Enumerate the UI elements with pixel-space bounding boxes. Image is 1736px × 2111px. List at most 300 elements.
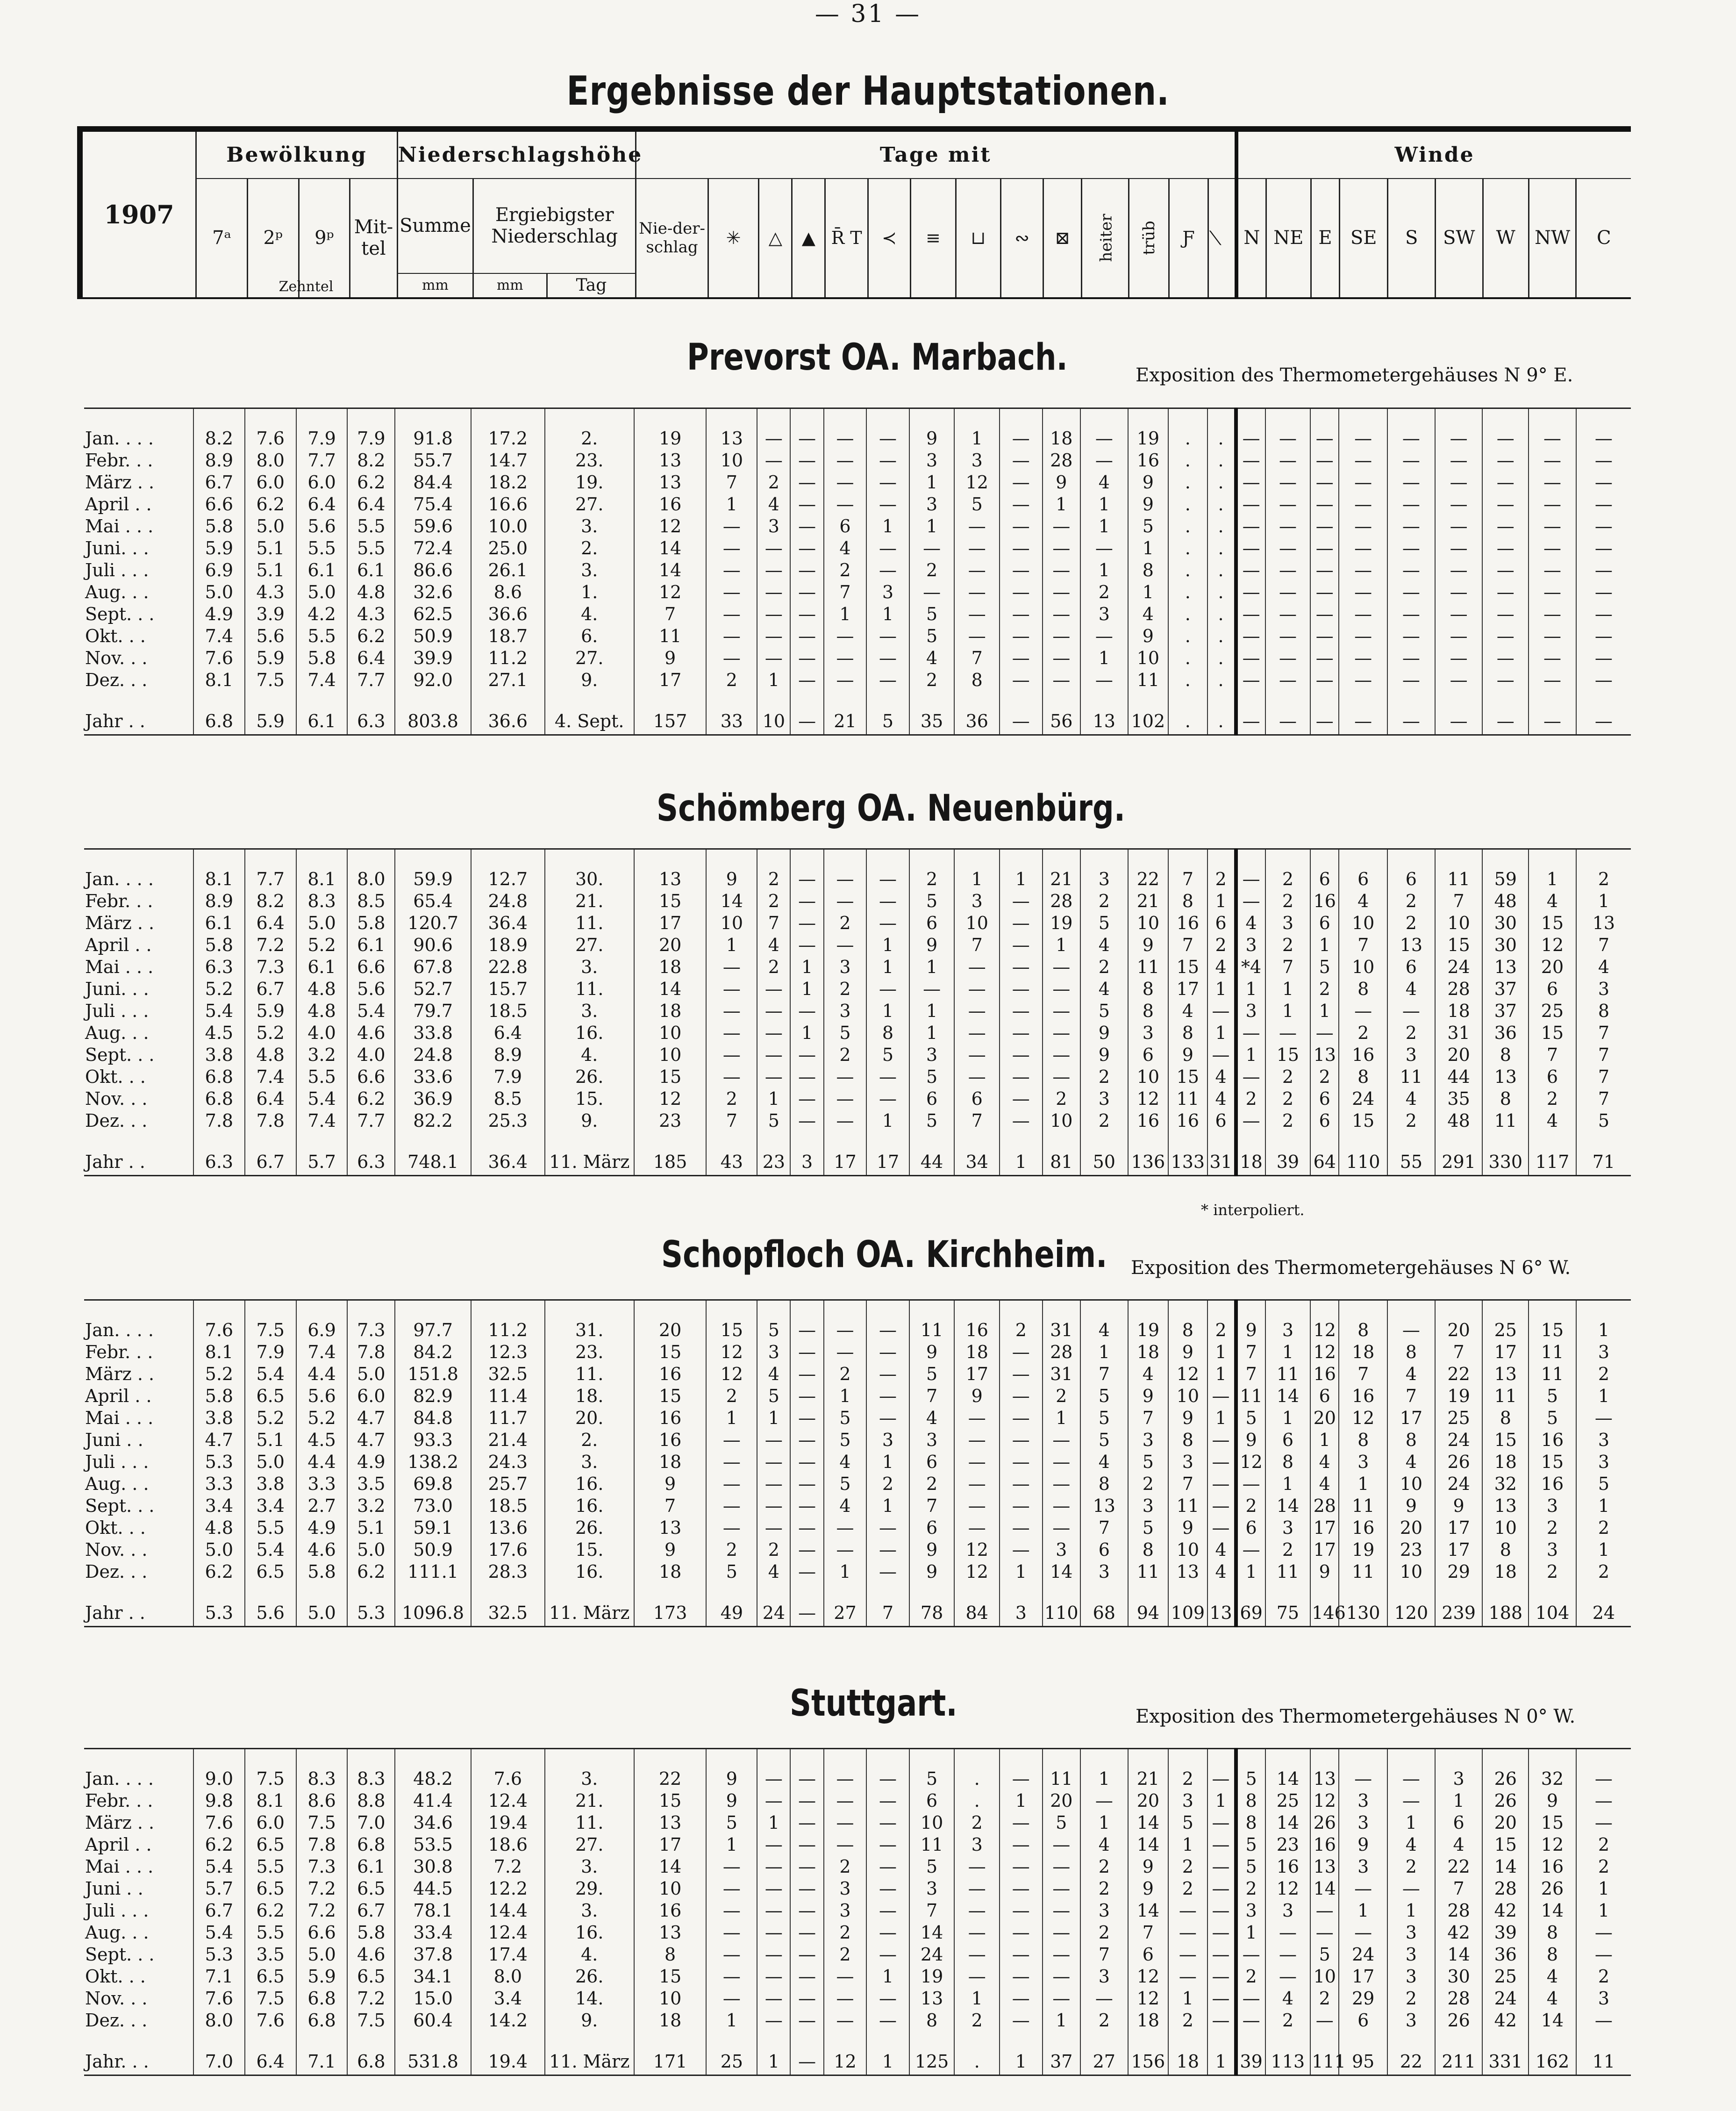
- cell-cloud-9p: 8.6: [296, 1790, 348, 1812]
- spacer-cell: [1576, 691, 1631, 708]
- cell-days-rime: —: [1000, 1363, 1043, 1385]
- cell-days-frost: —: [954, 956, 1000, 978]
- cell-cloud-7a: 5.4: [193, 1000, 245, 1022]
- cell-wind-w: 15: [1482, 1834, 1529, 1856]
- cell-cloud-mean: 4.6: [347, 1944, 395, 1966]
- cell-days-snow-cover: —: [1043, 1944, 1080, 1966]
- cell-wind-w: 8: [1482, 1407, 1529, 1429]
- cell-wind-n: 4: [1236, 912, 1265, 934]
- spacer-cell: [866, 1300, 909, 1320]
- cell-days-precip: 7: [634, 1495, 707, 1517]
- cell-days-snow: —: [706, 956, 757, 978]
- table-row: [84, 472, 1631, 494]
- cell-wind-ne: —: [1265, 647, 1311, 669]
- cell-days-frost: —: [954, 1473, 1000, 1495]
- cell-days-foehn: 16: [1168, 1110, 1207, 1132]
- cell-days-overcast: 1: [1128, 537, 1168, 559]
- cell-precip-max: 7.6: [471, 1768, 545, 1790]
- cell-wind-nw: 15: [1529, 912, 1576, 934]
- cell-days-hail: —: [790, 669, 823, 691]
- cell-cloud-7a: 8.2: [193, 428, 245, 450]
- spacer-cell: [1207, 2032, 1236, 2048]
- spacer-cell: [824, 1749, 867, 1768]
- cell-cloud-mean: 4.8: [347, 581, 395, 603]
- cell-days-hail: —: [790, 1988, 823, 2010]
- cell-precip-max-day: 15.: [545, 1539, 634, 1561]
- cell-cloud-9p: 3.3: [296, 1473, 348, 1495]
- spacer-cell: [395, 691, 471, 708]
- spacer-cell: [1080, 2032, 1128, 2048]
- cell-wind-nw: 5: [1529, 1407, 1576, 1429]
- cell-days-snow-cover: 56: [1043, 708, 1080, 735]
- cell-cloud-7a: 6.6: [193, 494, 245, 515]
- cell-cloud-7a: 9.8: [193, 1790, 245, 1812]
- cell-days-overcast: 20: [1128, 1790, 1168, 1812]
- cell-days-snow-cover: 28: [1043, 1341, 1080, 1363]
- cell-wind-se: 8: [1339, 1066, 1387, 1088]
- cell-days-precip: 9: [634, 1473, 707, 1495]
- cell-days-snow-cover: 9: [1043, 472, 1080, 494]
- spacer-cell: [1529, 1132, 1576, 1149]
- cell-days-fog: 2: [909, 559, 955, 581]
- cell-precip-sum: 33.6: [395, 1066, 471, 1088]
- cell-wind-e: 2: [1310, 1988, 1339, 2010]
- cell-days-snow-cover: —: [1043, 515, 1080, 537]
- cell-days-fog: 6: [909, 1088, 955, 1110]
- cell-wind-nw: 8: [1529, 1922, 1576, 1944]
- cell-days-foehn: 15: [1168, 1066, 1207, 1088]
- cell-precip-sum: 91.8: [395, 428, 471, 450]
- cell-cloud-9p: 5.0: [296, 581, 348, 603]
- cell-days-lightning: —: [866, 1385, 909, 1407]
- cell-days-snow-cover: —: [1043, 1495, 1080, 1517]
- spacer-cell: [1576, 1132, 1631, 1149]
- cell-days-snow: —: [706, 1878, 757, 1900]
- cell-days-foehn: .: [1168, 708, 1207, 735]
- cell-days-precip: 15: [634, 1341, 707, 1363]
- spacer-cell: [1529, 849, 1576, 869]
- cell-precip-max: 12.4: [471, 1790, 545, 1812]
- cell-wind-nw: 32: [1529, 1768, 1576, 1790]
- spacer-cell: [471, 849, 545, 869]
- cell-days-lightning: —: [866, 1944, 909, 1966]
- cell-cloud-9p: 4.0: [296, 1022, 348, 1044]
- cell-days-hail: —: [790, 1407, 823, 1429]
- clear-label: heiter: [1097, 214, 1116, 262]
- cell-wind-w: —: [1482, 559, 1529, 581]
- station-name: Schopfloch OA. Kirchheim.: [661, 1234, 1107, 1276]
- spacer-cell: [471, 408, 545, 428]
- cell-days-foehn: 4: [1168, 1000, 1207, 1022]
- cell-days-graupel: 5: [757, 1110, 790, 1132]
- cell-precip-max-day: 4. Sept.: [545, 708, 634, 735]
- cell-days-fog: 11: [909, 1834, 955, 1856]
- spacer-cell: [1043, 1749, 1080, 1768]
- cell-month: Juli . . .: [85, 560, 149, 580]
- cell-cloud-mean: 6.0: [347, 1385, 395, 1407]
- table-row: [84, 1900, 1631, 1922]
- cell-wind-ne: 75: [1265, 1600, 1311, 1627]
- cell-days-frost: —: [954, 1944, 1000, 1966]
- spacer-cell: [84, 1583, 193, 1600]
- cell-wind-w: 25: [1482, 1319, 1529, 1341]
- cell-days-snow-cover: 1: [1043, 934, 1080, 956]
- cell-days-snow: 1: [706, 1834, 757, 1856]
- cell-days-snow-cover: 3: [1043, 1539, 1080, 1561]
- cell-days-overcast: 12: [1128, 1966, 1168, 1988]
- spacer-cell: [347, 849, 395, 869]
- cell-cloud-7a: 5.8: [193, 1385, 245, 1407]
- cell-days-foehn: .: [1168, 428, 1207, 450]
- cell-days-fog: 24: [909, 1944, 955, 1966]
- spacer-cell: [193, 691, 245, 708]
- cell-wind-w: 331: [1482, 2048, 1529, 2075]
- cell-wind-ne: 11: [1265, 1363, 1311, 1385]
- spacer-row: [84, 1132, 1631, 1149]
- cell-precip-max: 32.5: [471, 1363, 545, 1385]
- cell-days-thunder: 4: [824, 1495, 867, 1517]
- cell-wind-sw: 28: [1435, 1900, 1483, 1922]
- cell-days-hail: —: [790, 603, 823, 625]
- table-row: [84, 1000, 1631, 1022]
- cell-wind-s: 10: [1387, 1473, 1435, 1495]
- cell-cloud-2p: 6.2: [245, 1900, 296, 1922]
- cell-days-frost: 7: [954, 934, 1000, 956]
- precip-day-header: Tag: [547, 273, 636, 298]
- cell-days-graupel: —: [757, 1473, 790, 1495]
- cell-wind-w: —: [1482, 625, 1529, 647]
- cell-wind-n: 3: [1236, 934, 1265, 956]
- cell-precip-max-day: 3.: [545, 1900, 634, 1922]
- cell-days-thunder: 2: [824, 1044, 867, 1066]
- cell-days-fog: 1: [909, 515, 955, 537]
- cell-days-overcast: 21: [1128, 1768, 1168, 1790]
- cell-wind-nw: 2: [1529, 1088, 1576, 1110]
- cell-cloud-9p: 5.5: [296, 625, 348, 647]
- cloud-col-mean: Mit-tel: [350, 179, 398, 298]
- spacer-cell: [1435, 849, 1483, 869]
- cell-cloud-mean: 6.4: [347, 494, 395, 515]
- cell-wind-se: 95: [1339, 2048, 1387, 2075]
- cell-days-precip: 10: [634, 1044, 707, 1066]
- cell-days-precip: 12: [634, 1088, 707, 1110]
- cell-wind-se: —: [1339, 450, 1387, 472]
- spacer-cell: [1387, 1583, 1435, 1600]
- table-row: [84, 515, 1631, 537]
- cell-days-fog: 7: [909, 1495, 955, 1517]
- cell-wind-ne: —: [1265, 669, 1311, 691]
- cell-wind-s: —: [1387, 1790, 1435, 1812]
- cell-precip-sum: 36.9: [395, 1088, 471, 1110]
- snow-cover-icon: ⊠: [1043, 179, 1081, 298]
- spacer-cell: [245, 849, 296, 869]
- cell-precip-max-day: 11.: [545, 912, 634, 934]
- cell-wind-nw: 11: [1529, 1341, 1576, 1363]
- cell-wind-e: 26: [1310, 1812, 1339, 1834]
- cell-wind-ne: 3: [1265, 1900, 1311, 1922]
- cell-cloud-7a: 8.1: [193, 868, 245, 890]
- cell-wind-n: 5: [1236, 1834, 1265, 1856]
- cell-days-graupel: —: [757, 603, 790, 625]
- cell-days-snow: —: [706, 625, 757, 647]
- cell-days-thunder: —: [824, 1834, 867, 1856]
- wind-col-calm: C: [1576, 179, 1631, 298]
- cell-wind-ne: —: [1265, 515, 1311, 537]
- cell-precip-max-day: 15.: [545, 1088, 634, 1110]
- cell-cloud-mean: 6.1: [347, 934, 395, 956]
- cell-wind-se: —: [1339, 559, 1387, 581]
- spacer-cell: [1236, 408, 1265, 428]
- cell-precip-max: 8.5: [471, 1088, 545, 1110]
- cell-wind-w: 28: [1482, 1878, 1529, 1900]
- cell-days-snow: 43: [706, 1149, 757, 1176]
- cell-wind-e: —: [1310, 559, 1339, 581]
- cell-days-snow-cover: —: [1043, 1878, 1080, 1900]
- cell-wind-calm: 24: [1576, 1600, 1631, 1627]
- cell-days-hail: —: [790, 2048, 823, 2075]
- cell-days-clear: —: [1080, 428, 1128, 450]
- cell-month: Aug. . .: [85, 1023, 149, 1043]
- cell-days-precip: 15: [634, 1966, 707, 1988]
- cell-precip-max: 28.3: [471, 1561, 545, 1583]
- table-row: [84, 1517, 1631, 1539]
- cell-precip-max: 19.4: [471, 1812, 545, 1834]
- cell-wind-s: 1: [1387, 1900, 1435, 1922]
- cell-wind-s: —: [1387, 494, 1435, 515]
- cell-wind-w: —: [1482, 494, 1529, 515]
- cell-precip-max-day: 27.: [545, 934, 634, 956]
- cell-precip-max: 24.8: [471, 890, 545, 912]
- cell-cloud-7a: 4.7: [193, 1429, 245, 1451]
- cell-precip-max: 17.2: [471, 428, 545, 450]
- cell-days-clear: 2: [1080, 2010, 1128, 2032]
- cell-wind-sw: 15: [1435, 934, 1483, 956]
- table-row: [84, 1922, 1631, 1944]
- cell-wind-s: —: [1387, 559, 1435, 581]
- cell-days-precip: 13: [634, 1922, 707, 1944]
- cell-month: Dez. . .: [85, 1110, 148, 1131]
- cell-precip-sum: 44.5: [395, 1878, 471, 1900]
- cell-cloud-mean: 5.5: [347, 515, 395, 537]
- spacer-cell: [954, 2032, 1000, 2048]
- cell-wind-s: 11: [1387, 1066, 1435, 1088]
- cell-wind-sw: 44: [1435, 1066, 1483, 1088]
- cell-precip-sum: 52.7: [395, 978, 471, 1000]
- cell-days-storm: 1: [1207, 1341, 1236, 1363]
- cell-month: März . .: [85, 1364, 155, 1384]
- cell-wind-ne: 8: [1265, 1451, 1311, 1473]
- cell-wind-ne: —: [1265, 581, 1311, 603]
- cell-wind-nw: 26: [1529, 1878, 1576, 1900]
- cell-days-precip: 9: [634, 647, 707, 669]
- cell-wind-e: —: [1310, 625, 1339, 647]
- cell-days-foehn: 133: [1168, 1149, 1207, 1176]
- spacer-cell: [757, 408, 790, 428]
- cell-days-lightning: —: [866, 1988, 909, 2010]
- cell-cloud-2p: 6.4: [245, 1088, 296, 1110]
- cell-wind-calm: —: [1576, 1944, 1631, 1966]
- cell-days-overcast: 14: [1128, 1812, 1168, 1834]
- cell-wind-sw: —: [1435, 581, 1483, 603]
- cell-cloud-mean: 4.0: [347, 1044, 395, 1066]
- cell-precip-max-day: 16.: [545, 1922, 634, 1944]
- cell-days-snow: 1: [706, 494, 757, 515]
- cell-days-foehn: 9: [1168, 1044, 1207, 1066]
- cell-days-clear: 3: [1080, 868, 1128, 890]
- spacer-cell: [193, 1749, 245, 1768]
- cell-wind-w: 42: [1482, 2010, 1529, 2032]
- cell-wind-ne: 1: [1265, 1473, 1311, 1495]
- cell-days-clear: —: [1080, 1988, 1128, 2010]
- cell-wind-s: 4: [1387, 978, 1435, 1000]
- spacer-cell: [1387, 408, 1435, 428]
- cell-days-snow: 15: [706, 1319, 757, 1341]
- cell-days-clear: 1: [1080, 515, 1128, 537]
- cell-days-overcast: 9: [1128, 625, 1168, 647]
- cell-days-hail: —: [790, 559, 823, 581]
- cell-wind-se: 6: [1339, 2010, 1387, 2032]
- cell-precip-sum: 531.8: [395, 2048, 471, 2075]
- table-row: [84, 1385, 1631, 1407]
- cell-cloud-mean: 5.6: [347, 978, 395, 1000]
- cell-wind-sw: —: [1435, 708, 1483, 735]
- cell-wind-nw: —: [1529, 450, 1576, 472]
- cell-wind-e: 1: [1310, 1429, 1339, 1451]
- cell-month: Juli . . .: [85, 1452, 149, 1472]
- cell-precip-sum: 59.9: [395, 868, 471, 890]
- cell-wind-ne: —: [1265, 428, 1311, 450]
- cell-wind-n: 7: [1236, 1363, 1265, 1385]
- cell-wind-s: 22: [1387, 2048, 1435, 2075]
- table-row: [84, 868, 1631, 890]
- cell-days-graupel: 2: [757, 472, 790, 494]
- spacer-cell: [866, 691, 909, 708]
- cell-month: Mai . . .: [85, 1856, 154, 1877]
- spacer-cell: [1168, 1300, 1207, 1320]
- cell-wind-n: 5: [1236, 1856, 1265, 1878]
- cell-cloud-2p: 5.5: [245, 1856, 296, 1878]
- cell-cloud-7a: 7.1: [193, 1966, 245, 1988]
- cell-cloud-9p: 8.1: [296, 868, 348, 890]
- cell-days-fog: 7: [909, 1385, 955, 1407]
- cell-days-thunder: 5: [824, 1407, 867, 1429]
- cell-days-thunder: —: [824, 934, 867, 956]
- cell-days-lightning: —: [866, 1407, 909, 1429]
- spacer-cell: [193, 1132, 245, 1149]
- cell-days-frost: 3: [954, 450, 1000, 472]
- cell-precip-sum: 84.8: [395, 1407, 471, 1429]
- cell-wind-s: 4: [1387, 1834, 1435, 1856]
- spacer-cell: [1310, 1583, 1339, 1600]
- cell-precip-max: 11.7: [471, 1407, 545, 1429]
- cell-wind-calm: 5: [1576, 1110, 1631, 1132]
- cell-days-frost: 34: [954, 1149, 1000, 1176]
- cell-cloud-2p: 8.1: [245, 1790, 296, 1812]
- cell-days-frost: 12: [954, 1561, 1000, 1583]
- cell-days-lightning: —: [866, 1539, 909, 1561]
- table-row: [84, 581, 1631, 603]
- cell-wind-n: 5: [1236, 1407, 1265, 1429]
- cell-cloud-2p: 5.5: [245, 1517, 296, 1539]
- cell-month: Jahr . .: [85, 711, 145, 731]
- cell-wind-e: —: [1310, 603, 1339, 625]
- cell-days-snow-cover: —: [1043, 669, 1080, 691]
- cell-days-hail: —: [790, 1561, 823, 1583]
- spacer-cell: [1207, 1583, 1236, 1600]
- cell-days-snow-cover: —: [1043, 581, 1080, 603]
- cell-wind-e: 1: [1310, 934, 1339, 956]
- cell-days-rime: —: [1000, 1110, 1043, 1132]
- cell-wind-sw: 20: [1435, 1319, 1483, 1341]
- cell-wind-calm: 2: [1576, 1966, 1631, 1988]
- cell-days-hail: —: [790, 1319, 823, 1341]
- cell-days-thunder: —: [824, 1110, 867, 1132]
- cell-month: Jan. . . .: [85, 1768, 154, 1789]
- cell-days-rime: —: [1000, 669, 1043, 691]
- cell-wind-nw: —: [1529, 472, 1576, 494]
- overcast-label: trüb: [1139, 221, 1158, 256]
- cell-days-precip: 16: [634, 494, 707, 515]
- spacer-cell: [1339, 849, 1387, 869]
- cell-precip-max: 18.5: [471, 1495, 545, 1517]
- cell-days-frost: 6: [954, 1088, 1000, 1110]
- cell-cloud-mean: 7.7: [347, 669, 395, 691]
- cell-cloud-mean: 6.8: [347, 1834, 395, 1856]
- spacer-cell: [757, 1583, 790, 1600]
- cell-wind-nw: 2: [1529, 1561, 1576, 1583]
- cell-wind-se: 11: [1339, 1495, 1387, 1517]
- cell-days-foehn: 10: [1168, 1539, 1207, 1561]
- spacer-cell: [245, 2032, 296, 2048]
- cell-cloud-9p: 6.0: [296, 472, 348, 494]
- spacer-cell: [790, 1749, 823, 1768]
- cell-days-overcast: 11: [1128, 669, 1168, 691]
- cell-precip-max-day: 19.: [545, 472, 634, 494]
- spacer-cell: [1207, 849, 1236, 869]
- cell-cloud-mean: 6.8: [347, 2048, 395, 2075]
- station-section-stuttgart: [84, 1673, 1631, 2108]
- cell-days-snow: —: [706, 1922, 757, 1944]
- cell-days-snow-cover: —: [1043, 1900, 1080, 1922]
- cell-wind-ne: 1: [1265, 1000, 1311, 1022]
- cell-days-frost: —: [954, 1066, 1000, 1088]
- spacer-cell: [545, 1132, 634, 1149]
- cell-wind-w: —: [1482, 515, 1529, 537]
- cell-days-foehn: 1: [1168, 1988, 1207, 2010]
- clouds-group-header: Bewölkung: [196, 129, 397, 179]
- cell-wind-calm: —: [1576, 450, 1631, 472]
- cell-wind-ne: 11: [1265, 1561, 1311, 1583]
- cell-days-clear: 1: [1080, 1768, 1128, 1790]
- cell-days-snow: 5: [706, 1812, 757, 1834]
- cell-wind-nw: 6: [1529, 978, 1576, 1000]
- cell-days-graupel: —: [757, 1429, 790, 1451]
- cell-days-lightning: 2: [866, 1473, 909, 1495]
- cell-wind-calm: 7: [1576, 1088, 1631, 1110]
- cell-wind-sw: —: [1435, 515, 1483, 537]
- cell-days-graupel: 4: [757, 1363, 790, 1385]
- cell-days-rime: 2: [1000, 1319, 1043, 1341]
- cell-days-precip: 18: [634, 956, 707, 978]
- cell-wind-n: 8: [1236, 1812, 1265, 1834]
- cell-precip-max-day: 27.: [545, 1834, 634, 1856]
- cell-wind-nw: 3: [1529, 1495, 1576, 1517]
- cell-wind-e: 13: [1310, 1856, 1339, 1878]
- cell-days-fog: 2: [909, 868, 955, 890]
- cell-precip-max: 17.4: [471, 1944, 545, 1966]
- cell-days-fog: 5: [909, 1363, 955, 1385]
- spacer-cell: [824, 408, 867, 428]
